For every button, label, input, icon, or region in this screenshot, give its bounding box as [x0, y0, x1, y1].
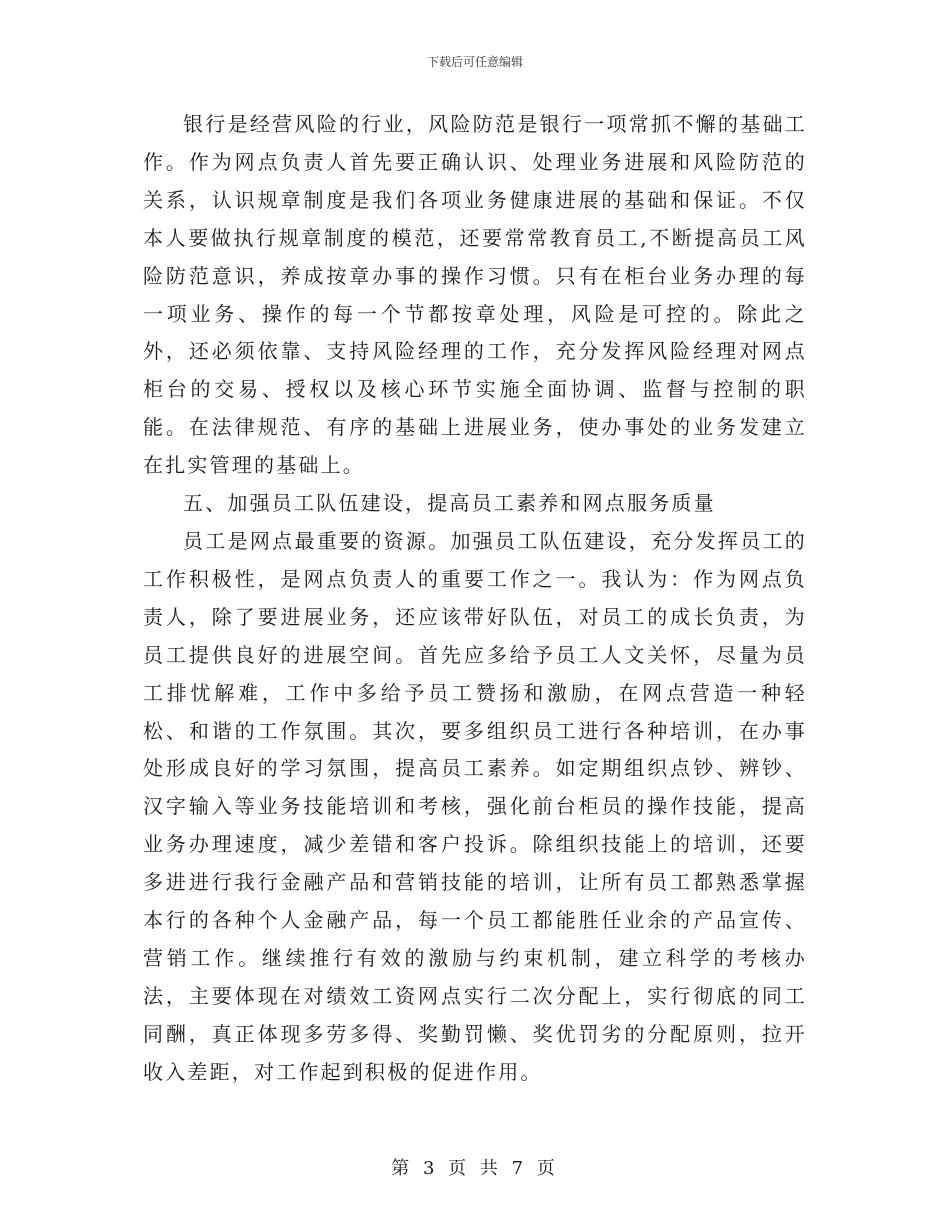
paragraph-risk-management: 银行是经营风险的行业，风险防范是银行一项常抓不懈的基础工作。作为网点负责人首先要正确认识、处理业务进展和风险防范的关系，认识规章制度是我们各项业务健康进展的基础和保证。不仅本人要做执行规章制度的模范，还要常常教育员工,不断提高员工风险防范意识，养成按章办事的操作习惯。只有在柜台业务办理的每一项业务、操作的每一个节都按章处理，风险是可控的。除此之外，还必须依靠、支持风险经理的工作，充分发挥风险经理对网点柜台的交易、授权以及核心环节实施全面协调、监督与控制的职能。在法律规范、有序的基础上进展业务，使办事处的业务发建立在扎实管理的基础上。: [143, 112, 807, 478]
section-heading: 五、加强员工队伍建设，提高员工素养和网点服务质量: [183, 491, 716, 516]
paragraph-staff-development: 员工是网点最重要的资源。加强员工队伍建设，充分发挥员工的工作积极性，是网点负责人的重要工作之一。我认为：作为网点负责人，除了要进展业务，还应该带好队伍，对员工的成长负责，为员工提供良好的进展空间。首先应多给予员工人文关怀，尽量为员工排忧解难，工作中多给予员工赞扬和激励，在网点营造一种轻松、和谐的工作氛围。其次，要多组织员工进行各种培训，在办事处形成良好的学习氛围，提高员工素养。如定期组织点钞、辨钞、汉字输入等业务技能培训和考核，强化前台柜员的操作技能，提高业务办理速度，减少差错和客户投诉。除组织技能上的培训，还要多进进行我行金融产品和营销技能的培训，让所有员工都熟悉掌握本行的各种个人金融产品，每一个员工都能胜任业余的产品宣传、营销工作。继续推行有效的激励与约束机制，建立科学的考核办法，主要体现在对绩效工资网点实行二次分配上，实行彻底的同工同酬，真正体现多劳多得、奖勤罚懒、奖优罚劣的分配原则，拉开收入差距，对工作起到积极的促进作用。: [143, 528, 807, 1084]
header-note: 下载后可任意编辑: [426, 55, 523, 69]
document-body: [143, 106, 807, 1092]
page-number: 第 3 页 共 7 页: [391, 1158, 559, 1179]
